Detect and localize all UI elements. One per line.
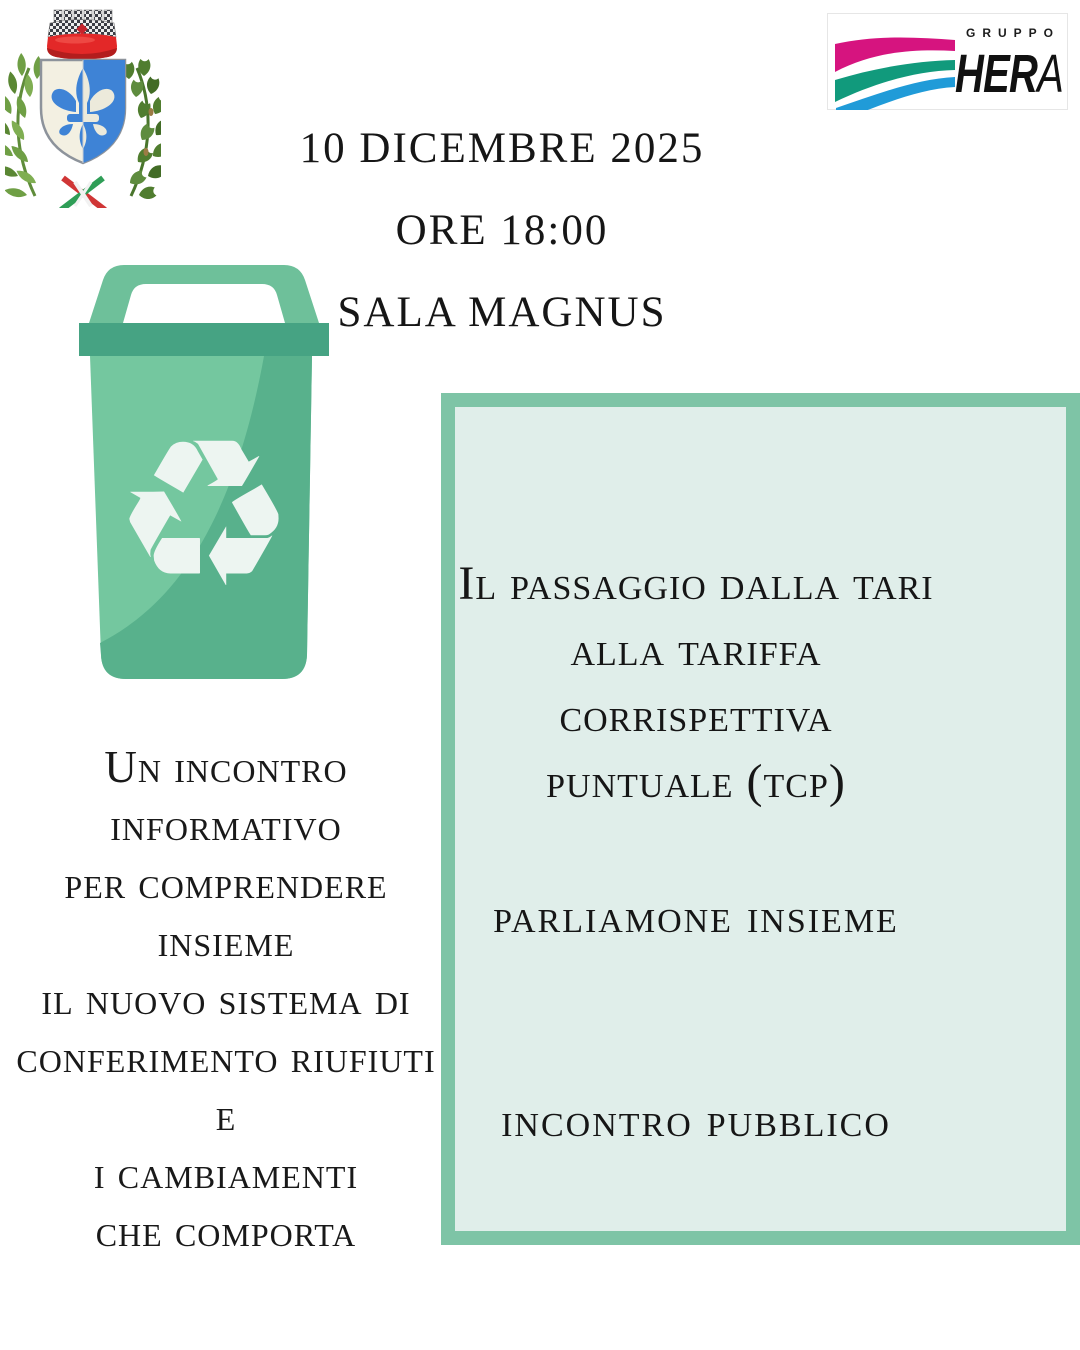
- info-box-title-line: Il passaggio dalla tari: [458, 557, 934, 610]
- event-time: ORE 18:00: [395, 207, 609, 254]
- info-box: [441, 393, 1080, 1245]
- recycle-symbol-icon: ♻: [112, 396, 296, 634]
- intro-text-line: conferimento riufiuti: [16, 1032, 436, 1082]
- crest-shield: [41, 60, 125, 163]
- crest-ribbon: [61, 178, 105, 208]
- info-box-title-line: puntuale (tcp): [546, 755, 846, 808]
- intro-text-line: insieme: [157, 916, 295, 966]
- info-box-title-line: corrispettiva: [559, 689, 833, 742]
- event-venue: SALA MAGNUS: [337, 289, 667, 336]
- intro-text-line: che comporta: [95, 1206, 357, 1256]
- intro-text-line: il nuovo sistema di: [41, 974, 411, 1024]
- info-box-footer: incontro pubblico: [501, 1094, 891, 1147]
- intro-text-line: Un incontro: [104, 742, 348, 792]
- info-box-subtitle: parliamone insieme: [493, 890, 899, 943]
- info-box-title-line: alla tariffa: [570, 623, 822, 676]
- intro-text-line: informativo: [110, 800, 342, 850]
- event-date: 10 DICEMBRE 2025: [299, 125, 705, 172]
- intro-text-line: i cambiamenti: [93, 1148, 359, 1198]
- intro-text-line: e: [215, 1090, 237, 1140]
- event-title-block: [300, 108, 705, 354]
- hera-brand-wordmark: HERA: [955, 44, 1064, 105]
- crest-crown: [47, 10, 117, 60]
- hera-group-label: GRUPPO: [965, 26, 1060, 40]
- municipal-crest-icon: [5, 2, 161, 208]
- intro-text-line: per comprendere: [64, 858, 388, 908]
- hera-logo: [827, 13, 1068, 110]
- intro-text-block: [16, 738, 435, 1260]
- info-box-title: [458, 551, 933, 815]
- recycling-bin-icon: [78, 255, 330, 680]
